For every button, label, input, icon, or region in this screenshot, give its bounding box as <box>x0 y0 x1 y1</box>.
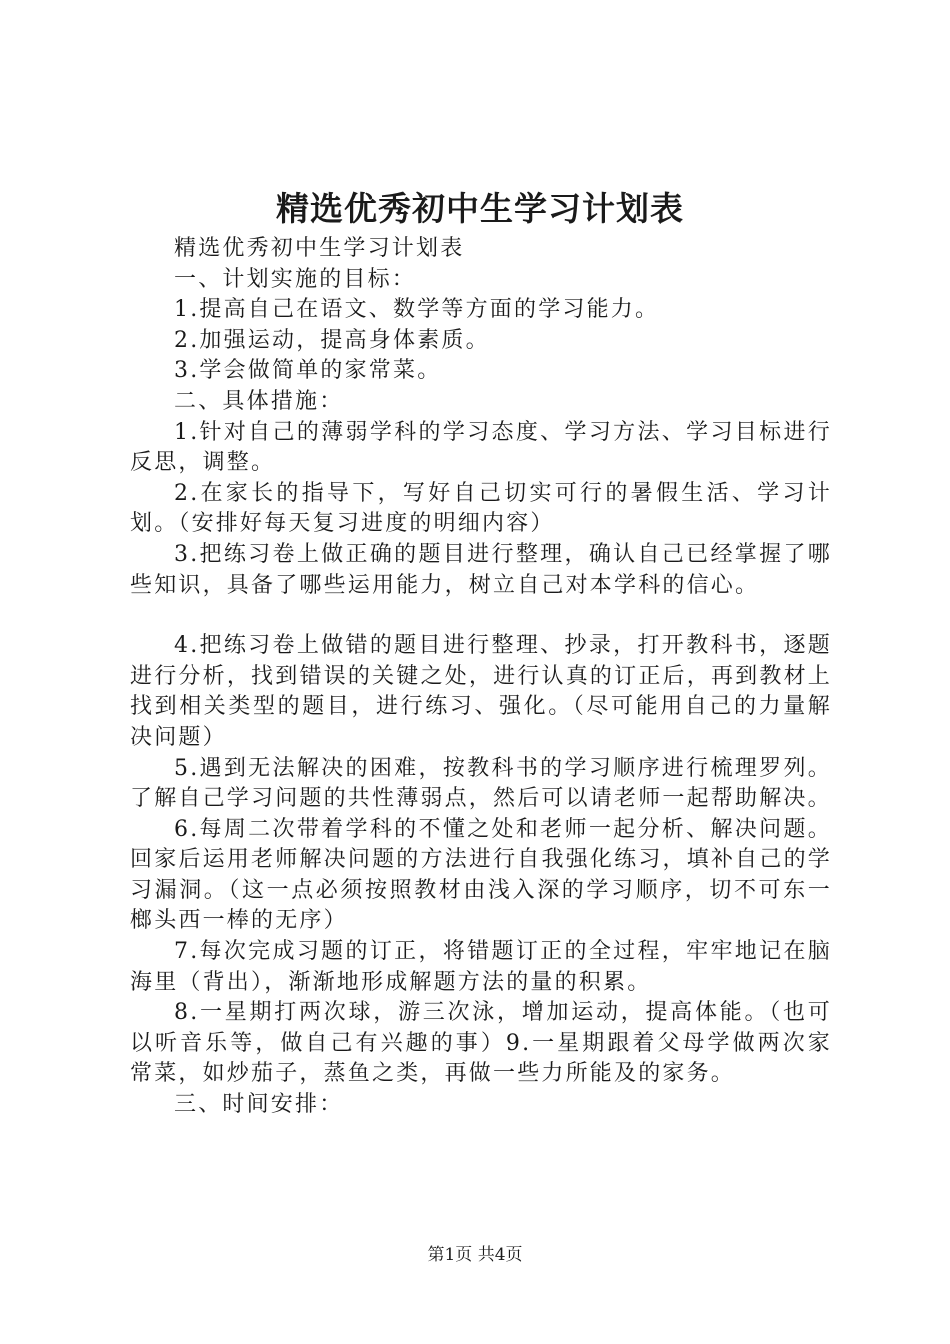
paragraph: 一、计划实施的目标： <box>174 266 417 292</box>
paragraph: 2.在家长的指导下，写好自己切实可行的暑假生活、学习计划。（安排好每天复习进度的明细内容） <box>130 480 832 537</box>
paragraph: 1.针对自己的薄弱学科的学习态度、学习方法、学习目标进行反思，调整。 <box>130 419 832 476</box>
paragraph: 1.提高自己在语文、数学等方面的学习能力。 <box>174 297 660 323</box>
paragraph: 4.把练习卷上做错的题目进行整理、抄录，打开教科书，逐题进行分析，找到错误的关键之处，进行认真的订正后，再到教材上找到相关类型的题目，进行练习、强化。（尽可能用自己的力量解决问题） <box>130 633 832 750</box>
paragraph: 8.一星期打两次球，游三次泳，增加运动，提高体能。（也可以听音乐等，做自己有兴趣的事）9.一星期跟着父母学做两次家常菜，如炒茄子，蒸鱼之类，再做一些力所能及的家务。 <box>130 1000 832 1087</box>
paragraph: 3.学会做简单的家常菜。 <box>174 358 442 384</box>
paragraph: 2.加强运动，提高身体素质。 <box>174 327 490 353</box>
paragraph: 3.把练习卷上做正确的题目进行整理，确认自己已经掌握了哪些知识，具备了哪些运用能力，树立自己对本学科的信心。 <box>130 541 832 598</box>
paragraph: 5.遇到无法解决的困难，按教科书的学习顺序进行梳理罗列。了解自己学习问题的共性薄弱点，然后可以请老师一起帮助解决。 <box>130 755 832 812</box>
document-body <box>130 234 832 1121</box>
paragraph: 6.每周二次带着学科的不懂之处和老师一起分析、解决问题。回家后运用老师解决问题的方法进行自我强化练习，填补自己的学习漏洞。（这一点必须按照教材由浅入深的学习顺序，切不可东一榔头西一棒的无序） <box>130 816 832 934</box>
page-footer: 第1页 共4页 <box>427 1245 523 1265</box>
paragraph: 三、时间安排： <box>174 1092 344 1118</box>
paragraph: 二、具体措施： <box>174 388 344 414</box>
paragraph: 7.每次完成习题的订正，将错题订正的全过程，牢牢地记在脑海里（背出），渐渐地形成解题方法的量的积累。 <box>130 939 832 995</box>
document-title: 精选优秀初中生学习计划表 <box>276 189 684 228</box>
paragraph: 精选优秀初中生学习计划表 <box>174 236 465 261</box>
